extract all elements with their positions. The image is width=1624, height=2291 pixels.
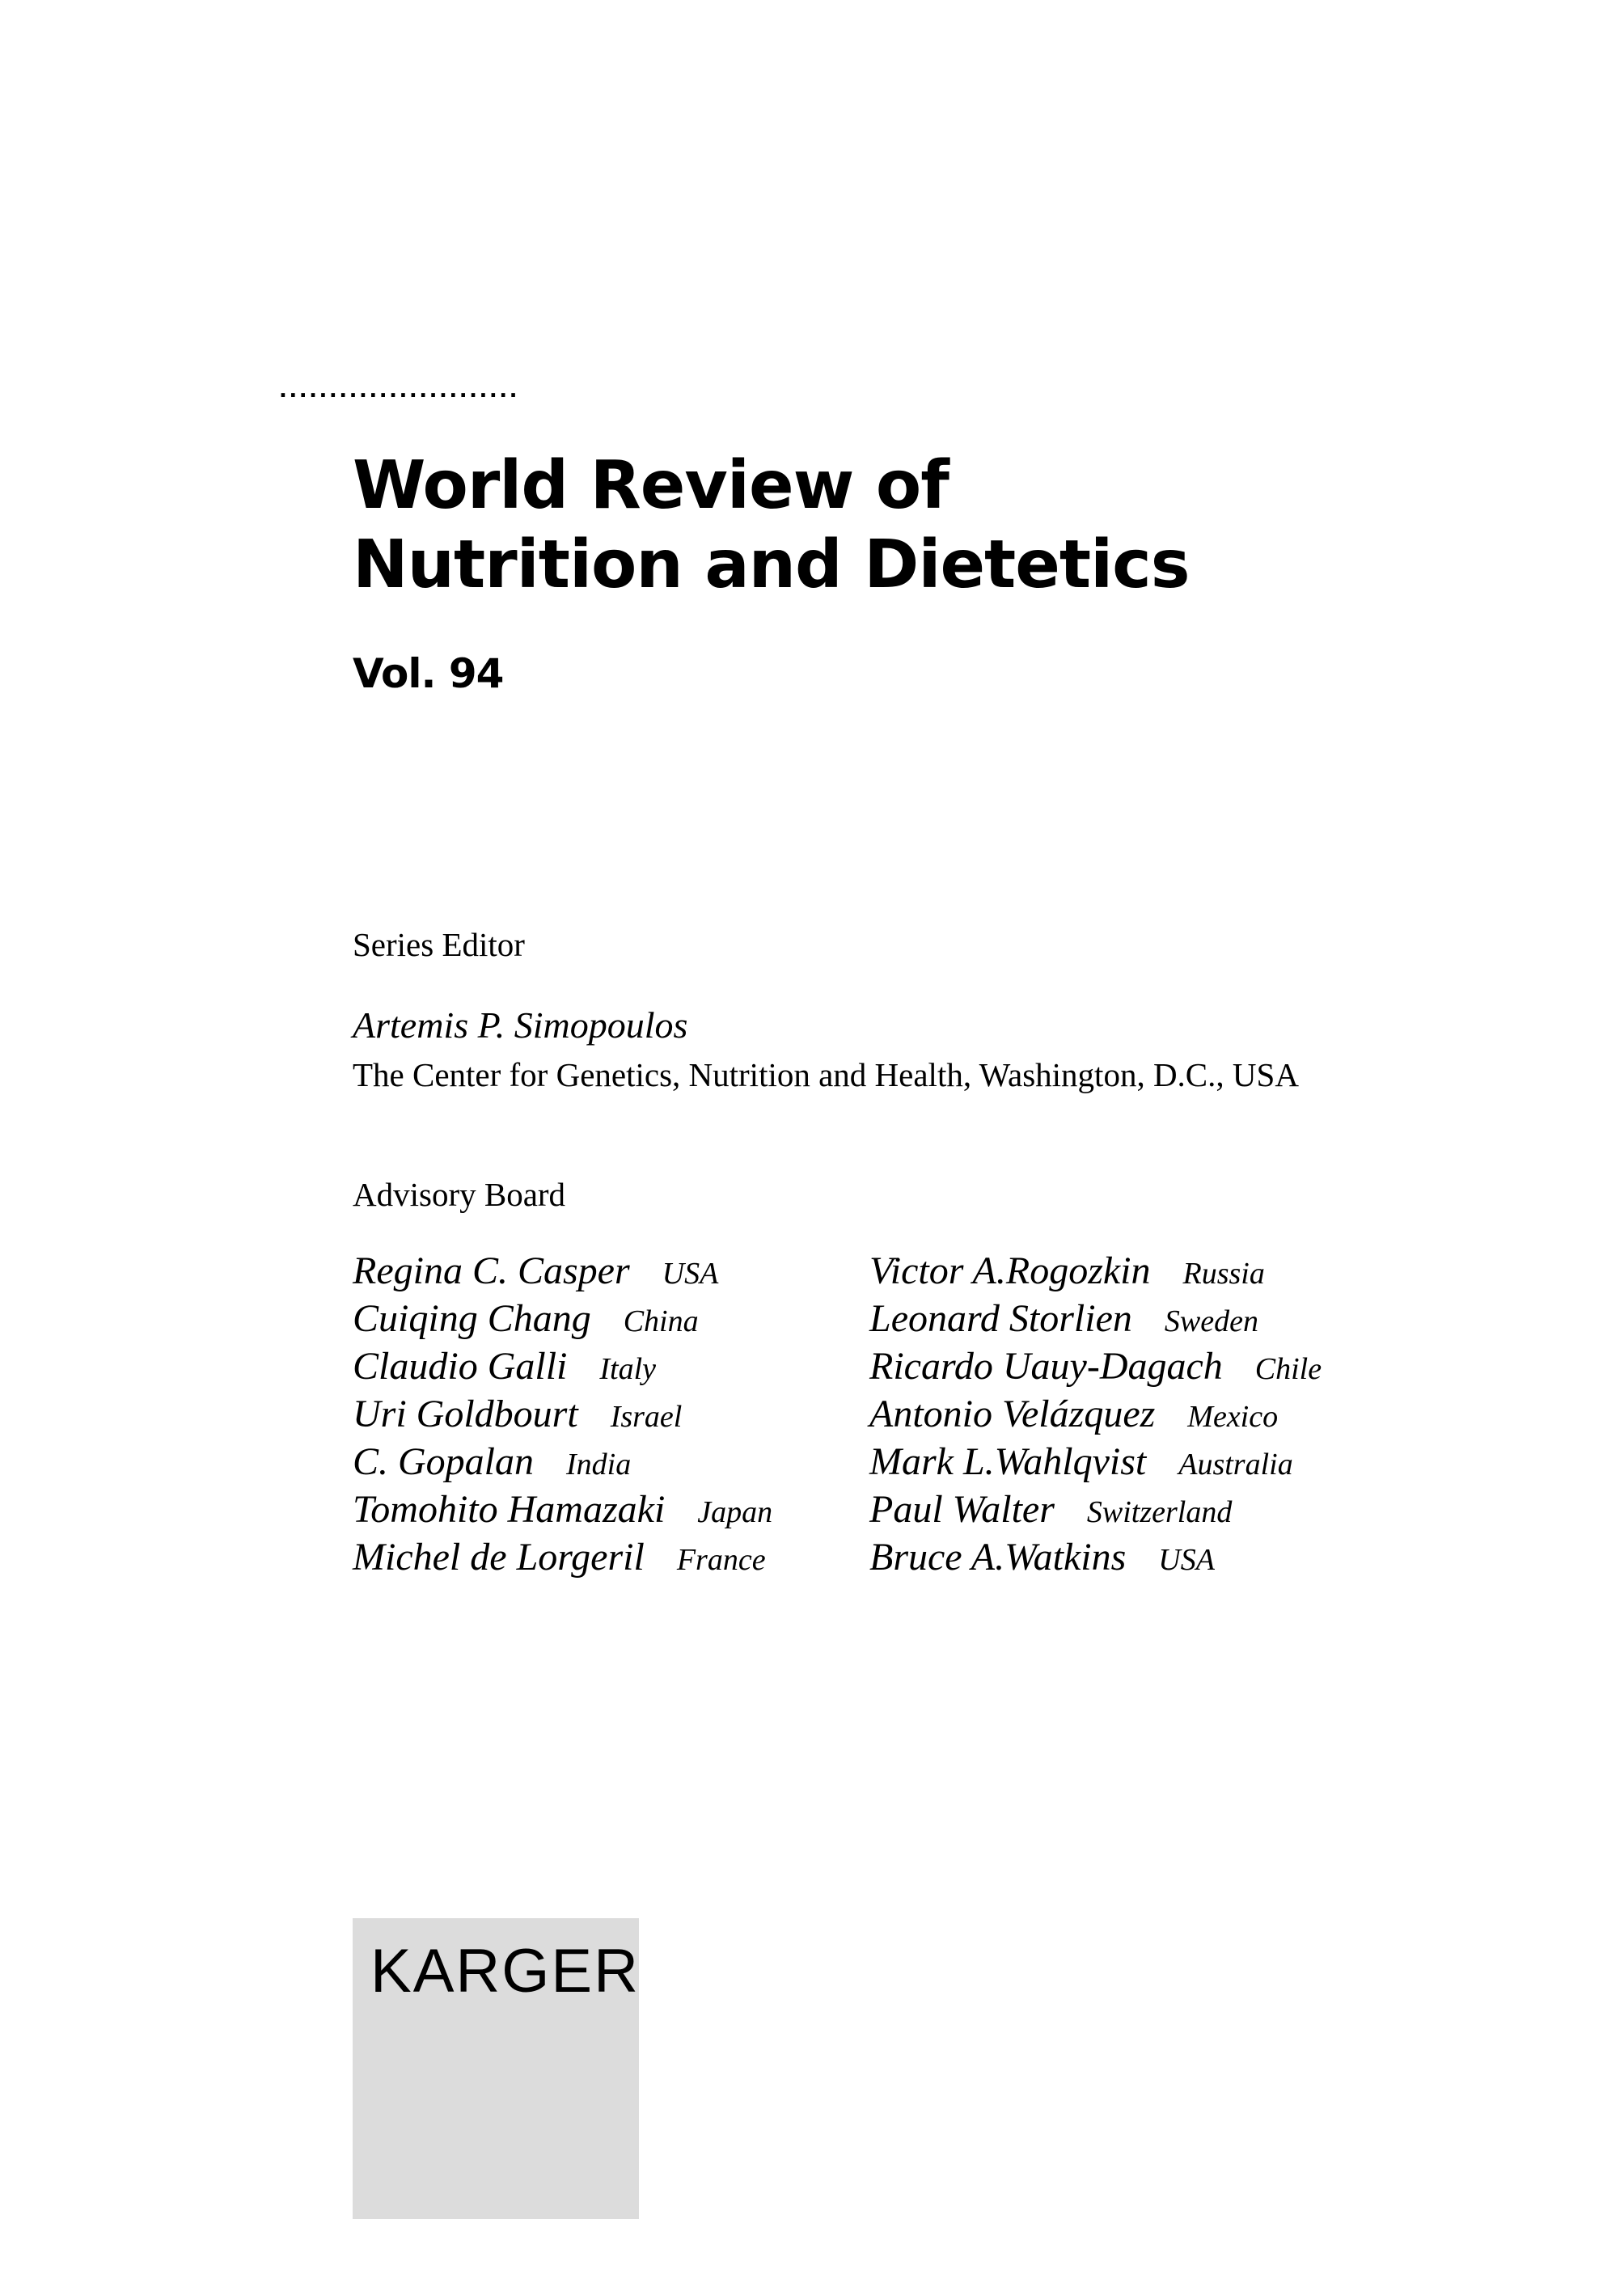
- member-country: France: [676, 1543, 766, 1577]
- advisory-board-left-column: [353, 1247, 772, 1581]
- member-country: Chile: [1254, 1352, 1322, 1386]
- advisory-board-label: Advisory Board: [353, 1176, 566, 1213]
- member-name: Victor A.Rogozkin: [869, 1249, 1151, 1292]
- book-title-line-1: World Review of: [353, 447, 949, 524]
- member-name: Claudio Galli: [353, 1345, 568, 1388]
- board-member: [353, 1295, 772, 1342]
- board-member: [869, 1390, 1322, 1438]
- board-member: [869, 1247, 1322, 1295]
- member-country: Japan: [697, 1495, 773, 1529]
- board-member: [869, 1533, 1322, 1581]
- book-title-line-2: Nutrition and Dietetics: [353, 526, 1190, 603]
- series-editor-affiliation: The Center for Genetics, Nutrition and Health, Washington, D.C., USA: [353, 1056, 1299, 1093]
- board-member: [353, 1438, 772, 1486]
- board-member: [869, 1342, 1322, 1390]
- member-name: Mark L.Wahlqvist: [869, 1440, 1147, 1483]
- board-member: [353, 1533, 772, 1581]
- board-member: [353, 1486, 772, 1533]
- member-name: C. Gopalan: [353, 1440, 535, 1483]
- member-country: Russia: [1182, 1257, 1265, 1291]
- member-country: Italy: [599, 1352, 656, 1386]
- board-member: [869, 1486, 1322, 1533]
- decorative-dotted-rule: ........................: [279, 378, 520, 403]
- board-member: [353, 1342, 772, 1390]
- member-country: Mexico: [1187, 1400, 1279, 1434]
- series-editor-name: Artemis P. Simopoulos: [353, 1004, 688, 1046]
- volume-number: Vol. 94: [353, 650, 504, 697]
- member-name: Tomohito Hamazaki: [353, 1488, 666, 1531]
- member-name: Uri Goldbourt: [353, 1393, 578, 1435]
- board-member: [353, 1247, 772, 1295]
- member-country: Israel: [610, 1400, 683, 1434]
- member-country: Australia: [1178, 1448, 1293, 1482]
- member-name: Paul Walter: [869, 1488, 1055, 1531]
- member-name: Ricardo Uauy-Dagach: [869, 1345, 1223, 1388]
- publisher-logo-box: [353, 1918, 639, 2219]
- advisory-board-right-column: [869, 1247, 1322, 1581]
- member-country: USA: [662, 1257, 719, 1291]
- member-country: Switzerland: [1086, 1495, 1233, 1529]
- member-country: China: [623, 1304, 699, 1338]
- member-country: USA: [1158, 1543, 1215, 1577]
- member-country: Sweden: [1164, 1304, 1258, 1338]
- series-editor-label: Series Editor: [353, 926, 525, 963]
- publisher-logo: KARGER: [370, 1937, 640, 2006]
- book-title: [353, 446, 1190, 605]
- board-member: [869, 1438, 1322, 1486]
- member-name: Regina C. Casper: [353, 1249, 630, 1292]
- member-name: Leonard Storlien: [869, 1297, 1132, 1340]
- member-name: Michel de Lorgeril: [353, 1536, 645, 1579]
- board-member: [869, 1295, 1322, 1342]
- member-name: Cuiqing Chang: [353, 1297, 591, 1340]
- member-country: India: [566, 1448, 632, 1482]
- member-name: Bruce A.Watkins: [869, 1536, 1127, 1579]
- member-name: Antonio Velázquez: [869, 1393, 1156, 1435]
- board-member: [353, 1390, 772, 1438]
